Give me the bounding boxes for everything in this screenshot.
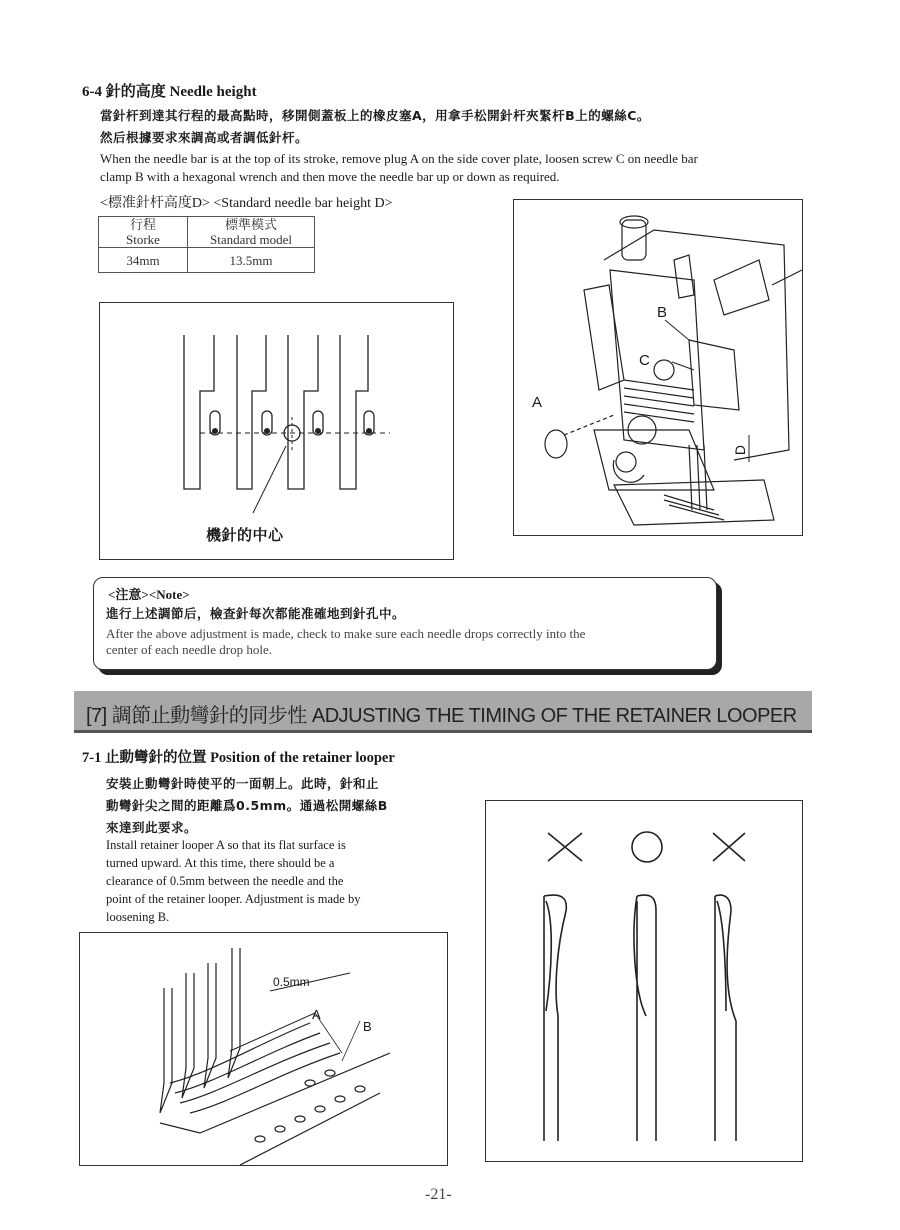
looper-label-a: A (312, 1007, 321, 1022)
section-7-1-en (106, 836, 360, 926)
needle-center-figure (99, 302, 454, 560)
section-6-4-zh-line2: 然后根據要求來調高或者調低針杆。 (100, 130, 309, 145)
en-line: clearance of 0.5mm between the needle and the (106, 874, 344, 888)
section-7-1-zh-line3: 來達到此要求。 (106, 820, 198, 835)
needles-drawing (100, 303, 453, 559)
looper-figure (79, 932, 448, 1166)
en-line: turned upward. At this time, there should be a (106, 856, 335, 870)
note-en-line1: After the above adjustment is made, check to make sure each needle drops correctly into the (106, 626, 586, 641)
needle-position-figure (485, 800, 803, 1162)
needle-height-table (98, 216, 315, 273)
correct-mark-icon (632, 832, 662, 862)
section-7-1-heading: 7-1 止動彎針的位置 Position of the retainer looper (82, 750, 395, 766)
label-a: A (532, 394, 543, 411)
section-6-4-en-line2: clamp B with a hexagonal wrench and then move the needle bar up or down as required. (100, 169, 560, 184)
looper-drawing (80, 933, 447, 1165)
needle-position-drawing (486, 801, 802, 1161)
en-line: point of the retainer looper. Adjustment is made by (106, 892, 361, 906)
en-line: loosening B. (106, 910, 170, 924)
machine-head-figure (513, 199, 803, 536)
wrong-mark-icon (713, 833, 745, 861)
note-en-line2: center of each needle drop hole. (106, 642, 273, 657)
note-box (93, 577, 717, 670)
col-stroke-en: Storke (126, 232, 160, 247)
needle-center-label: 機針的中心 (206, 526, 284, 544)
stroke-value: 34mm (99, 248, 188, 273)
clearance-label: 0.5mm (273, 975, 310, 989)
label-b: B (657, 304, 668, 321)
en-line: Install retainer looper A so that its flat surface is (106, 838, 346, 852)
section-6-4-en-line1: When the needle bar is at the top of its stroke, remove plug A on the side cover plate, loosen screw C on needle bar (100, 151, 698, 166)
section-6-4-heading: 6-4 針的高度 Needle height (82, 84, 257, 100)
section-6-4-zh-line1: 當針杆到達其行程的最高點時，移開側蓋板上的橡皮塞A，用拿手松開針杆夾緊杆B上的螺絲C。 (100, 108, 650, 123)
col-stroke-zh: 行程 (129, 217, 156, 232)
col-standard-zh: 標準模式 (224, 217, 277, 232)
page-number: -21- (425, 1186, 452, 1203)
standard-height-heading: <標准針杆高度D> <Standard needle bar height D> (100, 196, 393, 211)
label-d: D (732, 444, 749, 456)
looper-label-b: B (363, 1019, 372, 1034)
note-title: <注意><Note> (108, 587, 190, 602)
col-standard-en: Standard model (210, 232, 292, 247)
wrong-mark-icon (548, 833, 582, 861)
section-7-1-zh-line2: 動彎針尖之間的距離爲0.5mm。通過松開螺絲B (106, 798, 388, 813)
machine-head-drawing (514, 200, 802, 535)
section-7-banner-text: [7] 調節止動彎針的同步性 ADJUSTING THE TIMING OF THE RETAINER LOOPER (86, 705, 797, 727)
note-zh: 進行上述調節后，檢查針每次都能准確地到針孔中。 (106, 606, 406, 621)
label-c: C (639, 352, 650, 369)
section-7-banner (74, 691, 812, 733)
section-7-1-zh-line1: 安裝止動彎針時使平的一面朝上。此時，針和止 (106, 776, 380, 791)
standard-value: 13.5mm (188, 248, 315, 273)
